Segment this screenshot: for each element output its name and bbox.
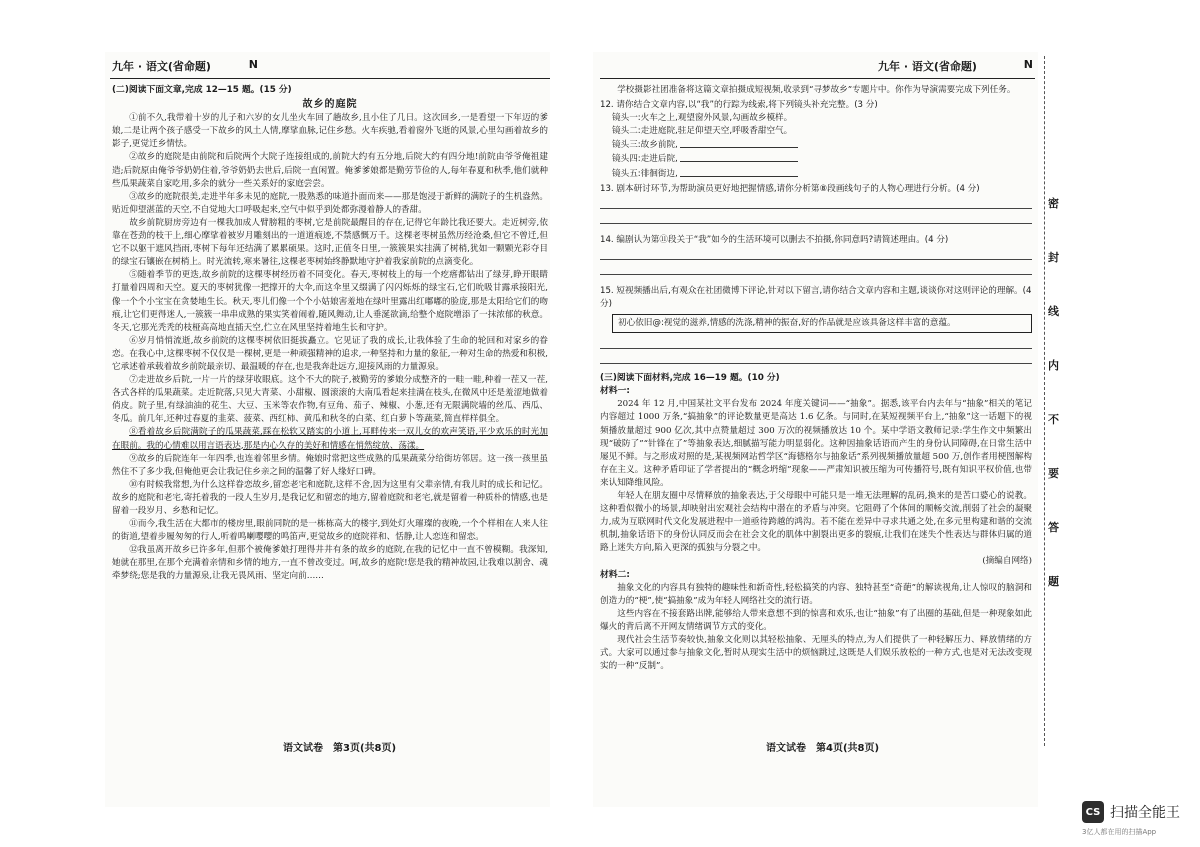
seal-char: 封 [1048, 251, 1059, 264]
paragraph: ⑨故乡的后院连年一年四季,也连着邻里乡情。俺娘时常把这些成熟的瓜果蔬菜分给街坊邻居。这一孩一孩里虽然住不了多少我,但俺他更会让我记住乡亲之间的温馨了好人缘好口碑。 [112, 453, 548, 477]
material-paragraph: 抽象文化的内容具有独特的趣味性和新奇性,轻松搞笑的内容、独特甚至“奇葩”的解读视角,让人惊叹的脑洞和创造力的“梗”,使“搞抽象”成为年轻人网络社交的流行语。 [600, 582, 1032, 606]
right-column [600, 84, 1032, 673]
task-intro: 学校摄影社团准备将这篇文章拍摄成短视频,收录到“寻梦故乡”专题片中。你作为导演需要完成下列任务。 [617, 85, 1016, 95]
paragraph: ⑫我虽离开故乡已许多年,但那个被俺爹娘打理得井井有条的故乡的庭院,在我的记忆中一直不曾模糊。我深知,她就在那里,在那个充满着亲情和乡情的地方,一直不曾改变过。呵,故乡的庭院!您是我的精神故园,让我难以割舍、魂牵梦绕;您是我的力量源泉,让我无畏风雨、坚定向前…… [112, 545, 548, 582]
answer-line[interactable] [600, 211, 1032, 224]
left-header-title: 九年 · 语文(省命题) [112, 60, 211, 73]
paragraph-underlined: ⑧看着故乡后院满院子的瓜果蔬菜,踩在松软又踏实的小道上,耳畔传来一双儿女的欢声笑语,平少欢乐的时光加在眼前。我的心情难以用言语表达,那是内心久存的美好和情感在悄然绽放、荡漾。 [112, 427, 548, 451]
answer-blank[interactable] [680, 167, 798, 177]
shot-label: 镜头五:徘徊街边, [612, 168, 678, 179]
left-header-mark: N [248, 58, 258, 71]
question-13: 13. 剧本研讨环节,为帮助演员更好地把握情感,请你分析第⑧段画线句子的人物心理进行分析。(4 分) [600, 183, 980, 194]
answer-blank[interactable] [680, 152, 798, 162]
material-1-label: 材料一: [600, 386, 630, 397]
question-15: 15. 短视频播出后,有观众在社团微博下评论,针对以下留言,请你结合文章内容和主题,谈谈你对这则评论的理解。(4 分) [600, 285, 1032, 309]
material-paragraph: 现代社会生活节奏较快,抽象文化则以其轻松抽象、无厘头的特点,为人们提供了一种轻解压力、释放情绪的方式。大家可以通过参与抽象文化,暂时从现实生活中的烦恼跳过,这既是人们娱乐放松的一种方式,也是对无法改变现实的一种“反制”。 [600, 635, 1032, 672]
answer-blank[interactable] [680, 138, 798, 148]
paragraph: ⑥岁月悄悄流逝,故乡前院的这棵枣树依旧挺拔矗立。它见证了我的成长,让我体验了生命的轮回和对家乡的眷恋。在我心中,这棵枣树不仅仅是一棵树,更是一种顽强精神的追求,一种坚持和力量的象征,一种对生命的热爱和积极,它承述着承载着故乡前院最亲切、最温暖的存在,也是我奔赴远方,迎接风雨的力量源泉。 [112, 335, 548, 372]
paragraph: ⑩有时候我常想,为什么这样眷恋故乡,留恋老宅和庭院,这样不舍,因为这里有父辈亲情,有我儿时的成长和记忆。故乡的庭院和老宅,寄托着我的一段人生岁月,是我记忆和留恋的地方,留着庭院和老宅,就是留着一种质朴的情感,也是留着一段岁月、乡愁和记忆。 [112, 479, 548, 516]
right-header-mark: N [1023, 58, 1033, 71]
right-header-rule [600, 78, 1035, 79]
question-12: 12. 请你结合文章内容,以“我”的行踪为线索,将下列镜头补充完整。(3 分) [600, 100, 878, 111]
right-page-footer: 语文试卷 第4页(共8页) [766, 743, 880, 754]
left-header-rule [110, 78, 550, 79]
paragraph: ①前不久,我带着十岁的儿子和六岁的女儿坐火车回了趟故乡,且小住了几日。这次回乡,一是看望一下年迈的爹娘,二是让两个孩子感受一下故乡的风土人情,摩挲血脉,记住乡愁。火车疾驰,看着窗外飞逝的风景,心里勾画着故乡的影子,更觉迁乡情怯。 [112, 113, 548, 150]
right-running-head [878, 58, 1033, 74]
paragraph: ⑪而今,我生活在大都市的楼房里,眼前同院的是一栋栋高大的楼宇,到处灯火璀璨的夜晚,一个个样相在人来人往的街道,望着步履匆匆的行人,听着鸣喇嘤嘤的鸣笛声,更觉故乡的庭院祥和、恬静,让人恋连和留恋。 [112, 519, 548, 543]
viewer-comment-box: 初心依旧@:视觉的滋养,情感的洗涤,精神的振奋,好的作品就是应该具备这样丰富的意蕴。 [612, 314, 1032, 333]
material-paragraph: 这些内容在不接套路出牌,能够给人带来意想不到的惊喜和欢乐,也让“抽象”有了出圈的基础,但是一种现象如此爆火的背后离不开网友情绪调节方式的变化。 [600, 608, 1032, 632]
section-heading-3: (三)阅读下面材料,完成 16—19 题。(10 分) [600, 373, 780, 384]
shot-item: 镜头一:火车之上,观望窗外风景,勾画故乡模样。 [612, 113, 793, 124]
seal-char: 要 [1048, 467, 1059, 480]
paragraph: ⑦走进故乡后院,一片一片的绿芽收眼底。这个不大的院子,被勤劳的爹娘分成整齐的一畦一畦,种着一茬又一茬,各式各样的瓜果蔬菜。走近院落,只见大青菜、小甜椒、圆滚滚的大南瓜看起来挂满在枝头,在微风中还是羞涩地做着俏皮。院子里,有绿油油的花生、大豆、玉米等农作物,有豆角、茄子、辣椒、小葱,还有无限满院墙的丝瓜、西瓜、冬瓜。前几年,还种过春夏的韭菜、菠菜、西红柿、黄瓜和秋冬的白菜、红白萝卜等蔬菜,简直样样俱全。 [112, 375, 548, 425]
seal-char: 题 [1048, 575, 1059, 588]
paragraph: ②故乡的庭院是由前院和后院两个大院子连接组成的,前院大约有五分地,后院大约有四分地!前院由爷爷俺祖建造;后院原由俺爷爷奶奶住着,爷爷奶奶去世后,后院一直闲置。俺爹爹娘都是勤劳节俭的人,每年春夏和秋季,他们就种些瓜果蔬菜自家吃用,多余的就分一些关系好的家庭尝尝。 [112, 152, 548, 189]
paragraph: 故乡前院厨房旁边有一棵我加成人臂膀粗的枣树,它是前院最醒目的存在,记得它年龄比我还要大。走近树旁,依靠在苍劲的枝干上,细心摩挲着被岁月雕刻出的一道道痕迹,不禁感慨万千。这棵老枣树虽然历经沧桑,但它不曾迁,但它不以躯干遮风挡雨,枣树下每年还结满了累累硕果。这时,正值冬日里,一簇簇果实挂满了树梢,犹如一颗颗光彩夺目的绿宝石镶嵌在树梢上。时光流转,寒来暑往,这棵老枣树始终静默地守护着我家前院的点滴变化。 [112, 217, 548, 268]
scanner-app-name: 扫描全能王 [1110, 805, 1180, 821]
seal-char: 线 [1048, 305, 1059, 318]
material-2-label: 材料二: [600, 569, 630, 580]
camscanner-logo-icon: CS [1082, 801, 1104, 823]
section-heading-2: (二)阅读下面文章,完成 12—15 题。(15 分) [112, 85, 292, 95]
shot-item-blank [612, 167, 1032, 181]
shot-label: 镜头三:故乡前院, [612, 140, 678, 151]
left-page-footer: 语文试卷 第3页(共8页) [283, 743, 397, 754]
scanner-tagline: 3亿人都在用的扫描App [1082, 828, 1157, 836]
seal-char: 密 [1048, 197, 1059, 210]
question-14: 14. 编剧认为第⑪段关于“我”如今的生活环境可以删去不拍摄,你同意吗?请简述理由。(4 分) [600, 234, 949, 245]
seal-char: 不 [1048, 413, 1059, 426]
scanner-watermark [1082, 801, 1180, 823]
story-title: 故乡的庭院 [302, 99, 358, 111]
material-paragraph: 2024 年 12 月,中国某社文平台发布 2024 年度关键词——“抽象”。据悉,该平台内去年与“抽象”相关的笔记内容超过 1000 万条,“搞抽象”的评论数量更是高达 1.6 亿条。与同时,在某短视频平台上,“抽象”这一话题下的视频播放量超过 900 亿次,其中点赞量超过 300 万次的视频播放达 10 个。某中学语文教师记录:学生作文中频繁出现“破防了”“针锋在了”等抽象表达,细腻描写能力明显弱化。这种因抽象话语而产生的身份认同障碍,在日常生活中屡见不鲜。与之形成对照的是,某视频网站哲学区“海德格尔与抽象话”系列视频播放量超 500 万,创作者用梗图解构存在主义。这种矛盾印证了学者提出的“概念坍缩”现象——严肃知识被压缩为可传播符号,既有知识平权价值,也带来认知降维风险。 [600, 399, 1032, 488]
left-column [112, 84, 548, 584]
shot-item-blank [612, 138, 1032, 152]
source-note: (摘编自网络) [982, 556, 1032, 567]
answer-line[interactable] [600, 196, 1032, 209]
seal-line-text [1048, 195, 1059, 589]
seal-char: 内 [1048, 359, 1059, 372]
shot-item-blank [612, 152, 1032, 166]
left-running-head [112, 58, 548, 74]
shot-item: 镜头二:走进庭院,驻足仰望天空,呼吸香甜空气。 [612, 126, 793, 137]
paragraph: ⑤随着季节的更迭,故乡前院的这棵枣树经历着不同变化。春天,枣树枝上的每一个疙瘩都钻出了绿芽,睁开眼睛打量着四周和天空。夏天的枣树犹像一把撑开的大伞,而这伞里又缀满了闪闪烁烁的绿宝石,它们吮吸甘露承接阳光,像一个个小宝宝在贪婪地生长。秋天,枣儿们像一个个小姑娘害羞地在绿叶里露出红嘟嘟的脸庞,那是太阳给它们的吻痕,让它们更得迷人,一簇簇一串串成熟的果实笑着闹着,随风舞动,让人垂涎欲滴,给整个庭院增添了一抹浓郁的秋意。冬天,它那光秃秃的枝桠高高地直插天空,伫立在风里坚持着地生长和守护。 [112, 270, 548, 333]
seal-char: 答 [1048, 521, 1059, 534]
right-header-title: 九年 · 语文(省命题) [878, 60, 977, 73]
answer-line[interactable] [600, 262, 1032, 275]
answer-line[interactable] [600, 351, 1032, 364]
answer-line[interactable] [600, 336, 1032, 349]
paragraph: ③故乡的庭院很美,走进半年多未见的庭院,一股熟悉的味道扑面而来——那是饱浸于新鲜的满院子的生机盎然。贴近仰望湛蓝的天空,不自觉地大口呼吸起来,空气中似乎到处都弥漫着静人的香甜。 [112, 191, 548, 215]
material-paragraph: 年轻人在朋友圈中尽情释放的抽象表达,于父母眼中可能只是一堆无法理解的乱码,换来的是苦口婆心的说教。这种看似微小的场景,却映射出宏观社会结构中潜在的矛盾与冲突。它阻碍了个体间的顺畅交流,削弱了社会的凝聚力,成为互联网时代文化发展进程中一道亟待跨越的鸿沟。若不能在差异中寻求共通之处,在多元里构建和谐的交流机制,抽象话语下的身份认同反而会在社会文化的肌体中割裂出更多的裂痕,让我们在迷失个性表达与群体归属的道路上迷失方向,陷入更深的孤独与分裂之中。 [600, 490, 1032, 554]
seal-dashed-line [1044, 56, 1045, 746]
shot-label: 镜头四:走进后院, [612, 154, 678, 165]
answer-line[interactable] [600, 247, 1032, 260]
